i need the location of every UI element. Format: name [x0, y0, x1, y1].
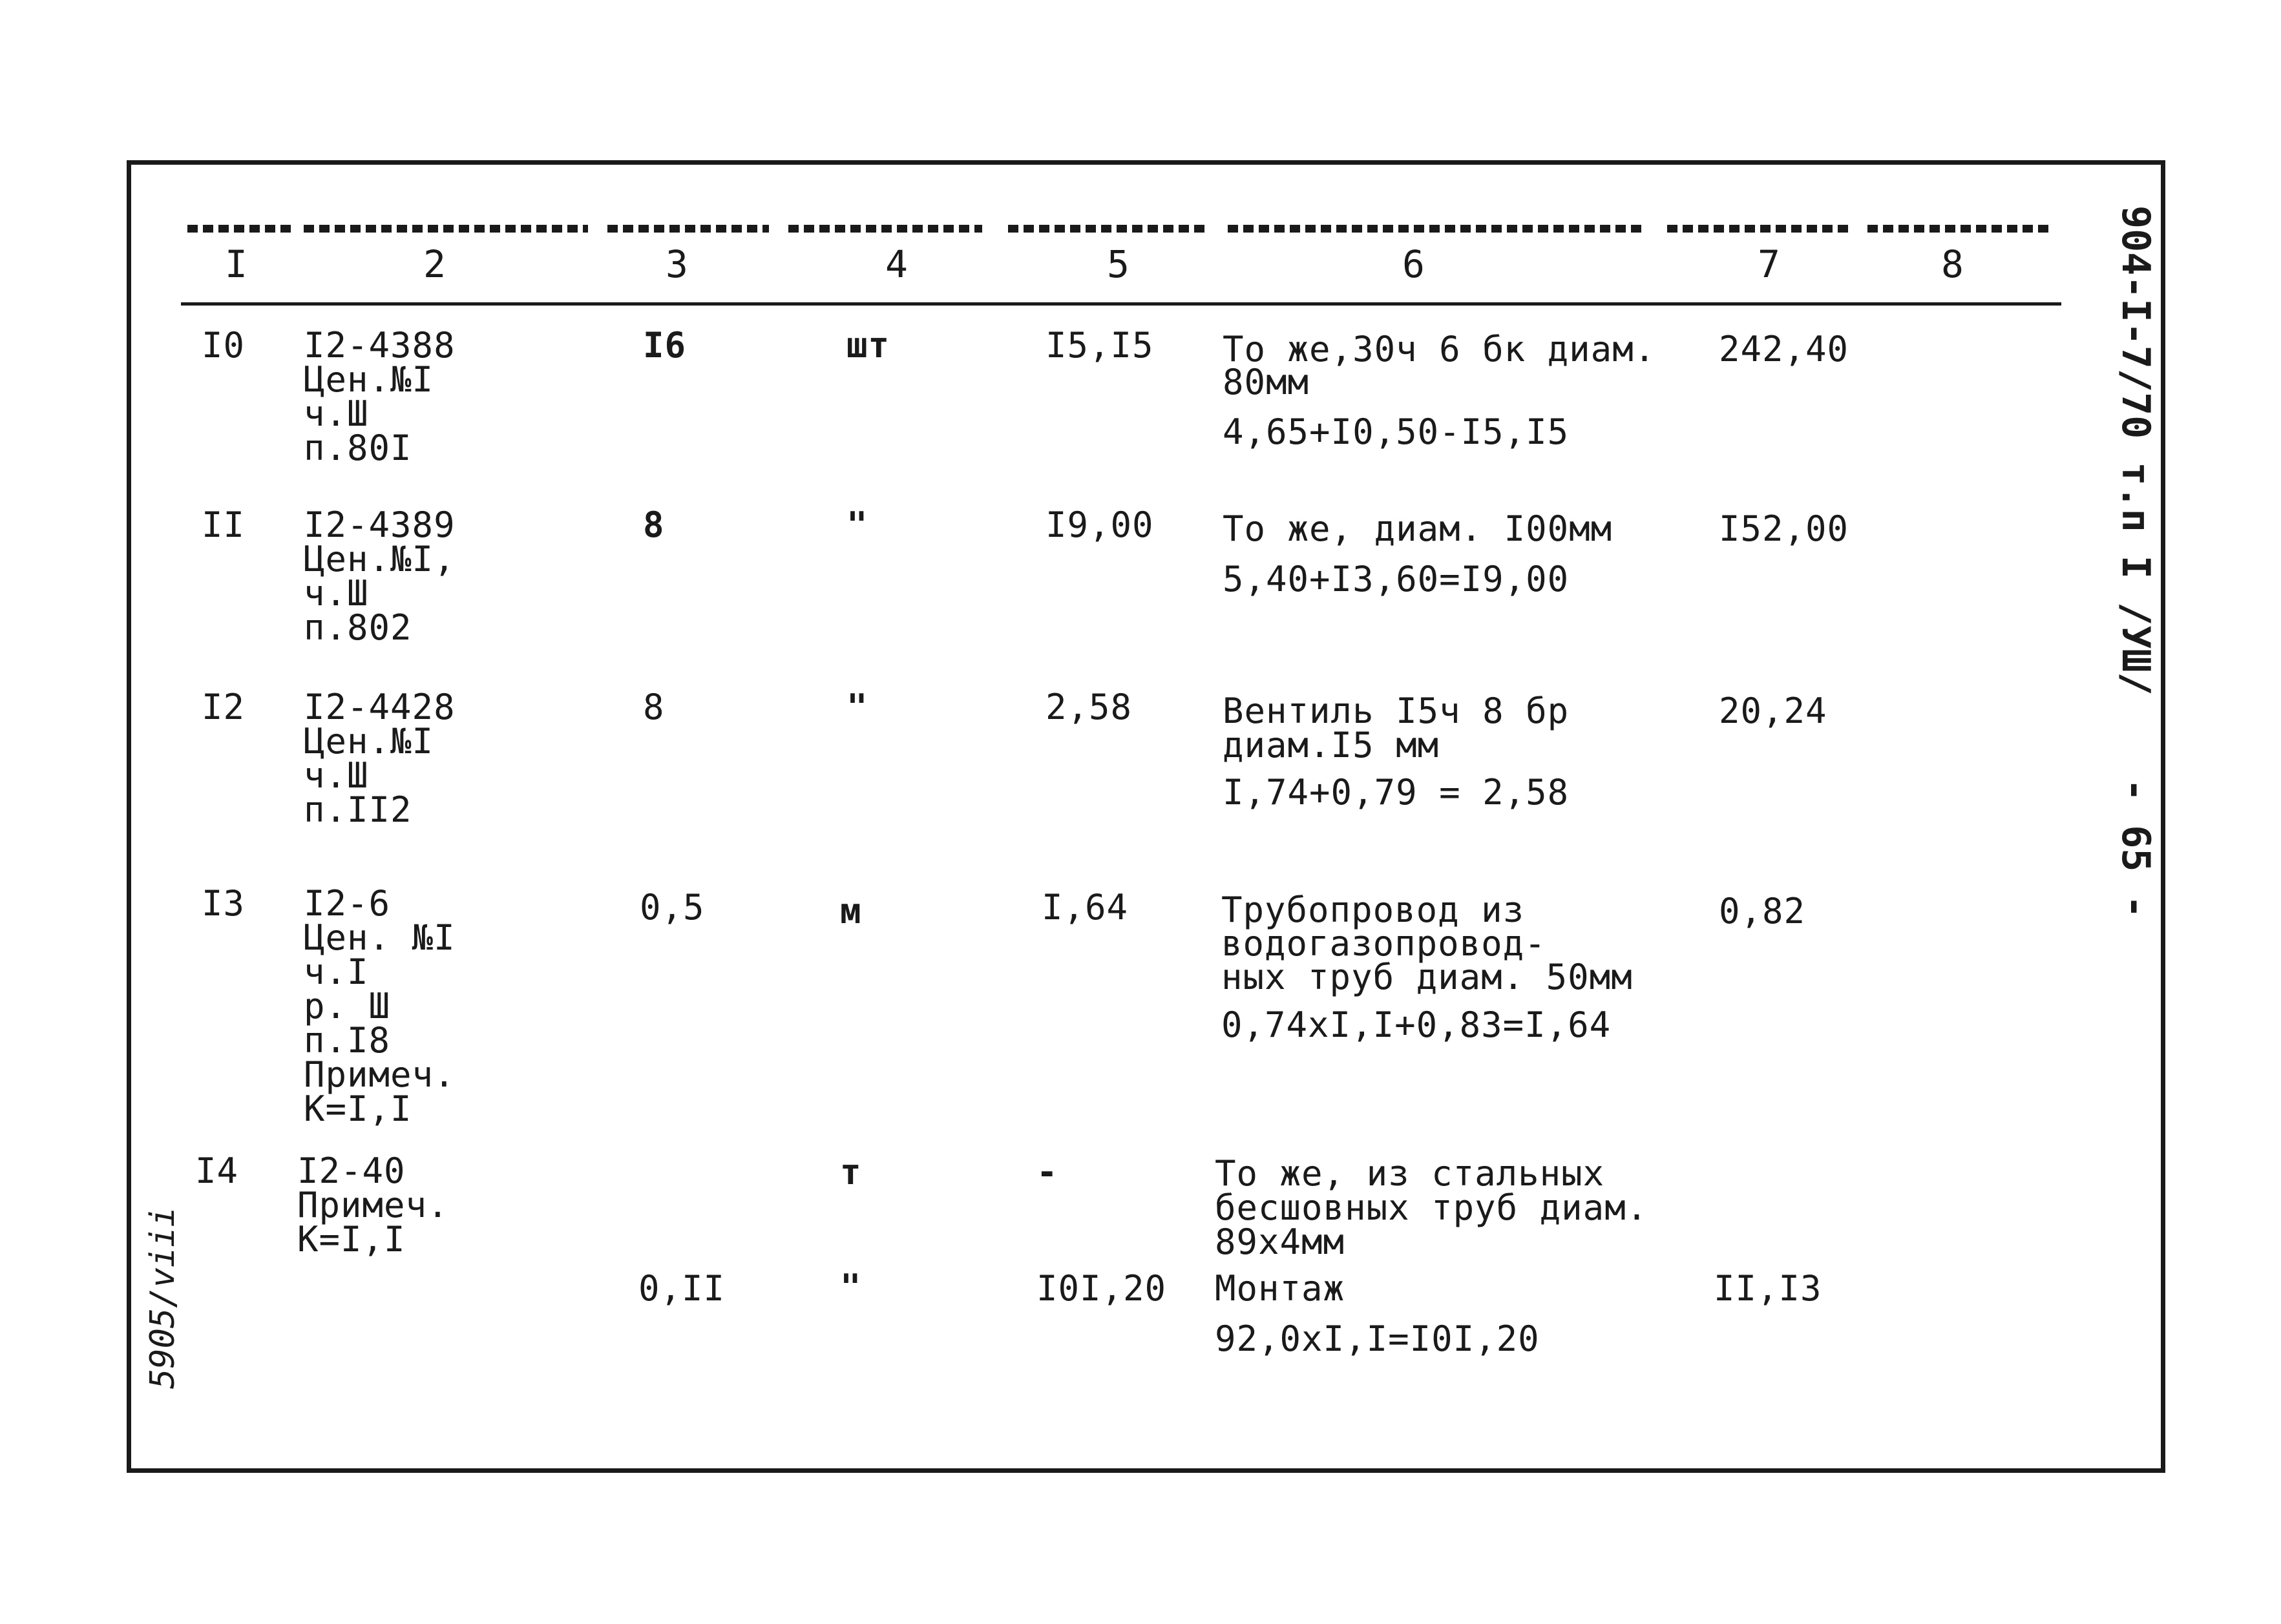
- calculation: 92,0xI,I=I0I,20: [1215, 1318, 1540, 1359]
- header-rule: [181, 302, 2061, 306]
- description: бесшовных труб диам.: [1215, 1187, 1648, 1228]
- description: То же,30ч 6 бк диам.: [1223, 329, 1656, 370]
- quantity: 0,5: [640, 887, 705, 928]
- unit-price: I0I,20: [1036, 1268, 1167, 1309]
- description: Монтаж: [1215, 1268, 1345, 1309]
- unit: ": [846, 687, 868, 727]
- norm-code: К=I,I: [297, 1219, 406, 1260]
- column-header-8: 8: [1941, 242, 1964, 286]
- unit-price: I5,I5: [1046, 325, 1154, 366]
- norm-code: I2-4428: [304, 687, 456, 727]
- calculation: 5,40+I3,60=I9,00: [1223, 559, 1570, 599]
- description: Трубопровод из: [1221, 890, 1525, 930]
- quantity: 8: [643, 505, 665, 545]
- column-header-2: 2: [423, 242, 446, 286]
- row-number: I0: [202, 325, 246, 366]
- quantity: I6: [643, 325, 687, 366]
- total: II,I3: [1714, 1268, 1822, 1309]
- total: 20,24: [1719, 691, 1827, 731]
- unit: м: [840, 891, 862, 932]
- norm-code: I2-4388: [304, 325, 456, 366]
- norm-code: I2-4389: [304, 505, 456, 545]
- row-number: I2: [202, 687, 246, 727]
- norm-code: Примеч.: [297, 1185, 449, 1225]
- norm-code: Примеч.: [304, 1054, 456, 1095]
- description: водогазопровод-: [1221, 923, 1546, 964]
- description: Вентиль I5ч 8 бр: [1223, 691, 1570, 731]
- norm-code: Цен. №I: [304, 917, 456, 958]
- archive-stamp: 5905/viii: [143, 1207, 182, 1389]
- unit: т: [840, 1152, 862, 1192]
- description: То же, из стальных: [1215, 1153, 1605, 1194]
- total: I52,00: [1719, 508, 1849, 549]
- norm-code: Цен.№I: [304, 359, 434, 400]
- norm-code: п.I8: [304, 1020, 391, 1061]
- norm-code: ч.Ш: [304, 393, 369, 434]
- calculation: 4,65+I0,50-I5,I5: [1223, 411, 1570, 452]
- column-header-1: I: [225, 242, 247, 286]
- column-header-6: 6: [1402, 242, 1425, 286]
- unit-price: -: [1036, 1152, 1058, 1192]
- row-number: I3: [202, 883, 246, 924]
- total: 0,82: [1719, 891, 1806, 932]
- norm-code: Цен.№I: [304, 721, 434, 762]
- description: То же, диам. I00мм: [1223, 508, 1613, 549]
- unit: шт: [846, 325, 890, 366]
- norm-code: п.II2: [304, 789, 412, 830]
- norm-code: I2-6: [304, 883, 391, 924]
- description: ных труб диам. 50мм: [1221, 957, 1633, 997]
- unit: ": [846, 505, 868, 545]
- unit: ": [840, 1267, 862, 1307]
- calculation: I,74+0,79 = 2,58: [1223, 772, 1570, 813]
- norm-code: ч.I: [304, 952, 369, 992]
- description: 80мм: [1223, 362, 1310, 402]
- total: 242,40: [1719, 329, 1849, 370]
- row-number: I4: [195, 1150, 239, 1191]
- norm-code: ч.Ш: [304, 755, 369, 796]
- norm-code: К=I,I: [304, 1088, 412, 1129]
- column-header-4: 4: [885, 242, 908, 286]
- quantity: 8: [643, 687, 665, 727]
- calculation: 0,74xI,I+0,83=I,64: [1221, 1005, 1612, 1045]
- unit-price: 2,58: [1046, 687, 1133, 727]
- norm-code: р. Ш: [304, 986, 391, 1026]
- norm-code: Цен.№I,: [304, 539, 456, 579]
- document-code: 904-I-7/70 т.п I /УШ/: [2113, 205, 2158, 696]
- row-number: II: [202, 505, 246, 545]
- quantity: 0,II: [638, 1268, 726, 1309]
- unit-price: I,64: [1042, 887, 1129, 928]
- norm-code: ч.Ш: [304, 573, 369, 614]
- page-number: - 65 -: [2113, 778, 2158, 919]
- description: диам.I5 мм: [1223, 725, 1440, 765]
- column-header-5: 5: [1107, 242, 1130, 286]
- column-header-3: 3: [666, 242, 688, 286]
- norm-code: п.802: [304, 607, 412, 648]
- norm-code: п.80I: [304, 428, 412, 468]
- norm-code: I2-40: [297, 1150, 406, 1191]
- description: 89x4мм: [1215, 1222, 1345, 1262]
- column-header-7: 7: [1758, 242, 1780, 286]
- unit-price: I9,00: [1046, 505, 1154, 545]
